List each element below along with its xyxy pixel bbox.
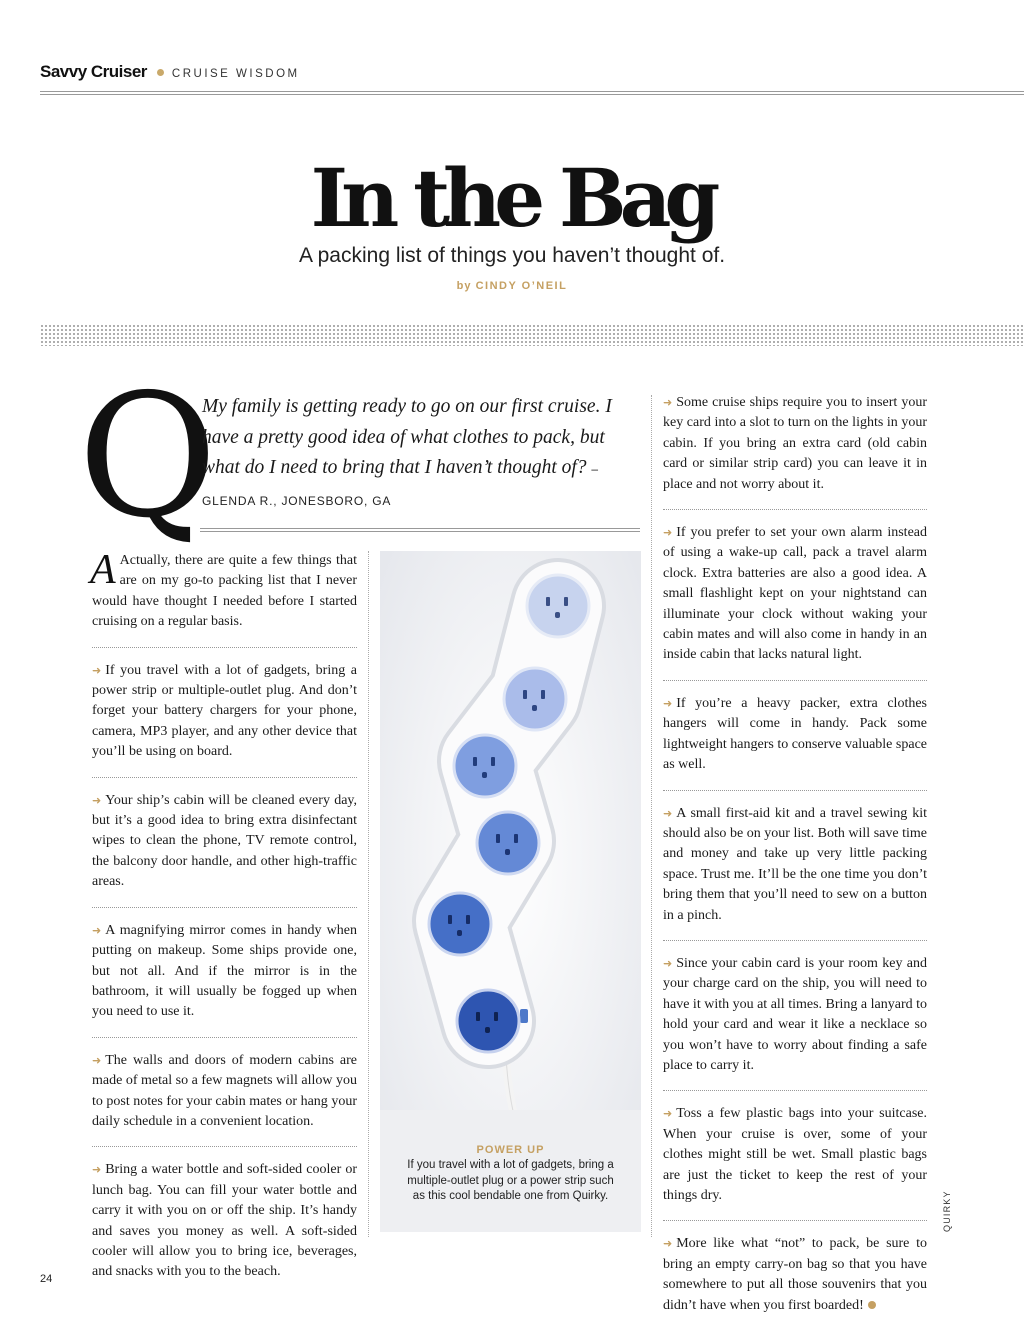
header-rule [40,91,1024,95]
answer-drop-letter: A [90,547,116,593]
tip-paragraph [663,1104,927,1221]
tip-text: Your ship’s cabin will be cleaned every day, but it’s a good idea to bring extra disinfectant wipes to clean the phone, TV remote control, the balcony door handle, and other high-traffic areas. [92,792,357,890]
article-subtitle: A packing list of things you haven’t thought of. [298,244,726,267]
brand-name: Savvy Cruiser [40,62,147,81]
answer-intro-text: Actually, there are quite a few things that are on my go-to packing list that I never would have thought I needed before I started cruising on a regular basis. [92,553,357,630]
tip-paragraph [92,661,357,778]
question-attribution: – GLENDA R., JONESBORO, GA [202,462,599,508]
byline-prefix: by [456,280,472,292]
arrow-icon: ➜ [92,793,102,807]
outlet-icon [429,893,491,955]
arrow-icon: ➜ [663,396,673,409]
column-divider [368,551,369,1237]
arrow-icon: ➜ [92,1053,102,1067]
arrow-icon: ➜ [663,1107,673,1121]
question-rule [200,528,640,532]
tip-text: Toss a few plastic bags into your suitcase. When your cruise is over, some of your clothes might still be wet. Small plastic bags are just the ticket to keep the rest of your things dry. [663,1106,927,1203]
arrow-icon: ➜ [663,956,673,970]
tip-text: Some cruise ships require you to insert your key card into a slot to turn on the lights in your cabin. If you bring an extra card (old cabin card or similar strip card) you can leave it in place and not worry about it. [663,395,927,492]
author-name: CINDY O’NEIL [475,280,568,292]
question-drop-letter: Q [78,358,218,556]
outlet-icon [527,575,589,637]
reader-question [202,392,632,516]
question-text: My family is getting ready to go on our first cruise. I have a pretty good idea of what clothes to pack, but what do I need to bring that I haven’t thought of? [202,396,612,478]
column-divider [651,395,652,1237]
arrow-icon: ➜ [663,696,673,710]
tip-text: Since your cabin card is your room key and your charge card on the ship, you will need to have it with you at all times. Bring a lanyard to hold your card and wear it like a necklace so you won’t have to worry about finding a safe place to carry it. [663,955,927,1073]
tip-text: The walls and doors of modern cabins are made of metal so a few magnets will allow you to post notes for your cabin mates or hang your daily schedule in a convenient location. [92,1052,357,1129]
outlet-icon [457,990,519,1052]
tip-paragraph [663,1234,927,1316]
tip-text: If you travel with a lot of gadgets, bring a power strip or multiple-outlet plug. And don’t forget your battery chargers for your phone, camera, MP3 player, and any other device that you’ll be using on board. [92,662,357,760]
outlet-icon [477,812,539,874]
end-mark-icon [868,1301,876,1309]
arrow-icon: ➜ [663,526,673,540]
tip-text: A magnifying mirror comes in handy when putting on makeup. Some ships provide one, but not all. And if the mirror is in the bathroom, it will usually be fogged up when you need to use it. [92,922,357,1020]
tip-text: If you’re a heavy packer, extra clothes hangers will come in handy. Pack some lightweight hangers to conserve valuable space as well. [663,695,927,773]
arrow-icon: ➜ [92,1163,102,1177]
dotted-divider [40,324,1024,346]
left-column [90,547,357,1283]
header-dot-icon [157,69,164,76]
arrow-icon: ➜ [663,806,673,820]
section-name: CRUISE WISDOM [171,68,300,80]
outlet-icon [454,735,516,797]
tip-paragraph [92,791,357,908]
photo-credit: QUIRKY [942,1190,952,1232]
power-strip-photo [380,551,641,1232]
byline [0,280,1024,292]
caption-text: If you travel with a lot of gadgets, bring a multiple-outlet plug or a power strip such as this cool bendable one from Quirky. [407,1159,614,1202]
caption-title: POWER UP [476,1144,545,1156]
arrow-icon: ➜ [92,923,102,937]
running-header [40,62,1024,82]
right-column [663,393,927,1316]
tip-paragraph [663,694,927,791]
tip-text: Bring a water bottle and soft-sided cooler or lunch bag. You can fill your water bottle and carry it with you on or off the ship. It’s handy and saves you money as well. A soft-sided cooler will allow you to bring ice, beverages, and snacks with you to the beach. [92,1162,357,1280]
tip-text: If you prefer to set your own alarm instead of using a wake-up call, pack a travel alarm clock. Extra batteries are also a good idea. A small flashlight kept on your nightstand can illuminate your clock without waking your cabin mates and will also come in handy in an inside cabin that lacks natural light. [663,525,927,663]
tip-paragraph [663,393,927,510]
tip-text: More like what “not” to pack, be sure to bring an empty carry-on bag so that you have somewhere to put all those souvenirs that you didn’t have when you first boarded! [663,1236,927,1313]
tip-paragraph [92,1160,357,1282]
tip-paragraph [663,523,927,681]
tip-paragraph [663,804,927,941]
tip-paragraph [663,954,927,1091]
tip-text: A small first-aid kit and a travel sewing kit should also be on your list. Both will save time and money and take up very little packing space. Trust me. It’ll be the one time you don’t bring them that you’ll need to sew on a button in a pinch. [663,805,927,923]
photo-caption [380,1110,641,1232]
arrow-icon: ➜ [92,663,102,677]
arrow-icon: ➜ [663,1237,673,1251]
page-number: 24 [40,1273,53,1285]
tip-paragraph [92,1051,357,1148]
answer-intro [90,547,357,648]
outlet-icon [504,668,566,730]
tip-paragraph [92,921,357,1038]
article-title: In the Bag [310,151,714,245]
